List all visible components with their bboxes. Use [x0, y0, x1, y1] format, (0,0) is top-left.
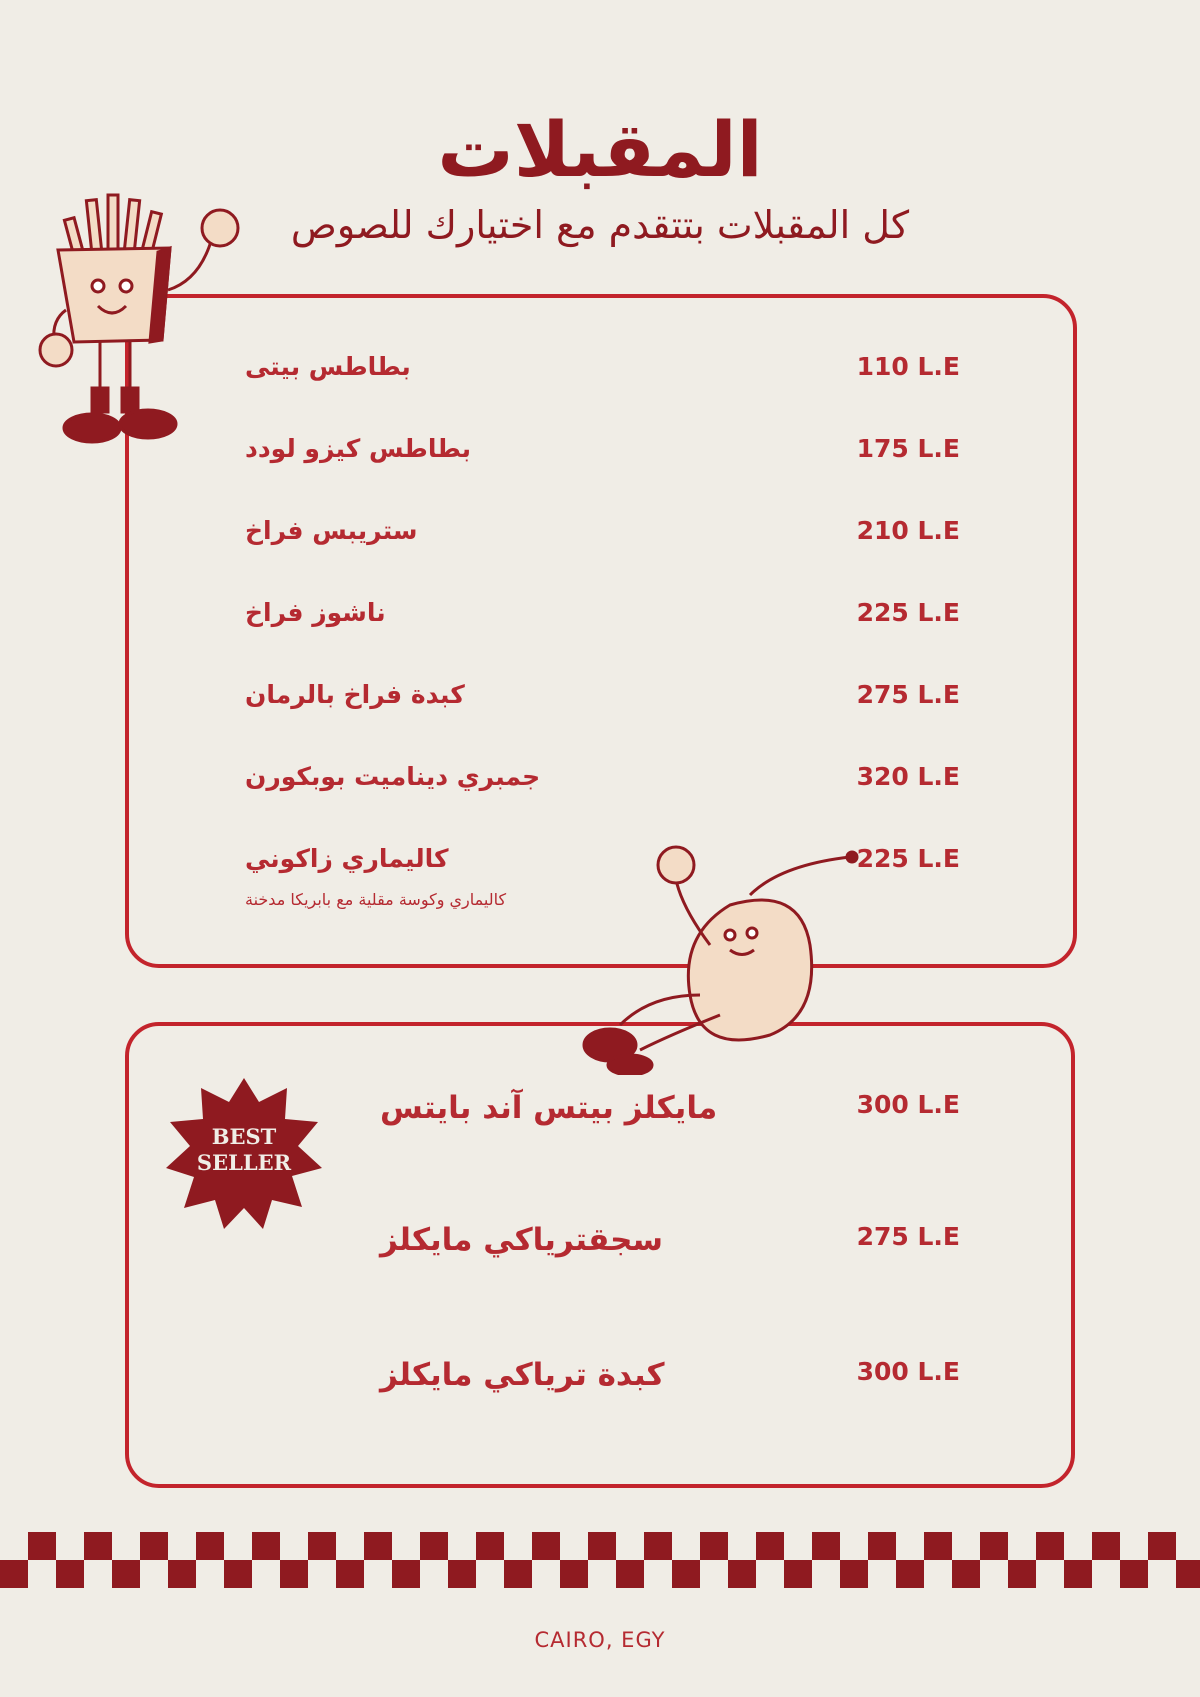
item-name: ستريبس فراخ: [245, 516, 418, 545]
fries-mascot-icon: [30, 190, 250, 460]
item-name: كاليماري زاكوني: [245, 844, 449, 873]
best-seller-badge-label: [162, 1124, 326, 1176]
item-name: جمبري ديناميت بوبكورن: [245, 762, 541, 791]
footer-location: CAIRO, EGY: [534, 1628, 666, 1652]
checkered-border: [0, 1532, 1200, 1588]
item-price: 225 L.E: [856, 598, 960, 627]
item-price: 300 L.E: [856, 1357, 960, 1386]
item-name: مايكلز بيتس آند بايتس: [380, 1090, 718, 1126]
item-price: 300 L.E: [856, 1090, 960, 1119]
item-price: 275 L.E: [856, 680, 960, 709]
badge-line-1: BEST: [211, 1124, 277, 1149]
item-name: كبدة ترياكي مايكلز: [380, 1357, 665, 1393]
item-price: 225 L.E: [856, 844, 960, 873]
item-price: 320 L.E: [856, 762, 960, 791]
item-description: كاليماري وكوسة مقلية مع بابريكا مدخنة: [245, 890, 507, 909]
item-name: ناشوز فراخ: [245, 598, 386, 627]
item-name: كبدة فراخ بالرمان: [245, 680, 465, 709]
item-name: بطاطس كيزو لودد: [245, 434, 471, 463]
badge-line-2: SELLER: [196, 1150, 292, 1175]
item-name: سجقترياكي مايكلز: [380, 1222, 663, 1258]
page-title: المقبلات: [437, 105, 763, 194]
item-name: بطاطس بيتى: [245, 352, 411, 381]
item-price: 175 L.E: [856, 434, 960, 463]
item-price: 210 L.E: [856, 516, 960, 545]
item-price: 110 L.E: [856, 352, 960, 381]
item-price: 275 L.E: [856, 1222, 960, 1251]
pepper-mascot-icon: [580, 845, 860, 1075]
page-subtitle: كل المقبلات بتتقدم مع اختيارك للصوص: [290, 203, 910, 247]
